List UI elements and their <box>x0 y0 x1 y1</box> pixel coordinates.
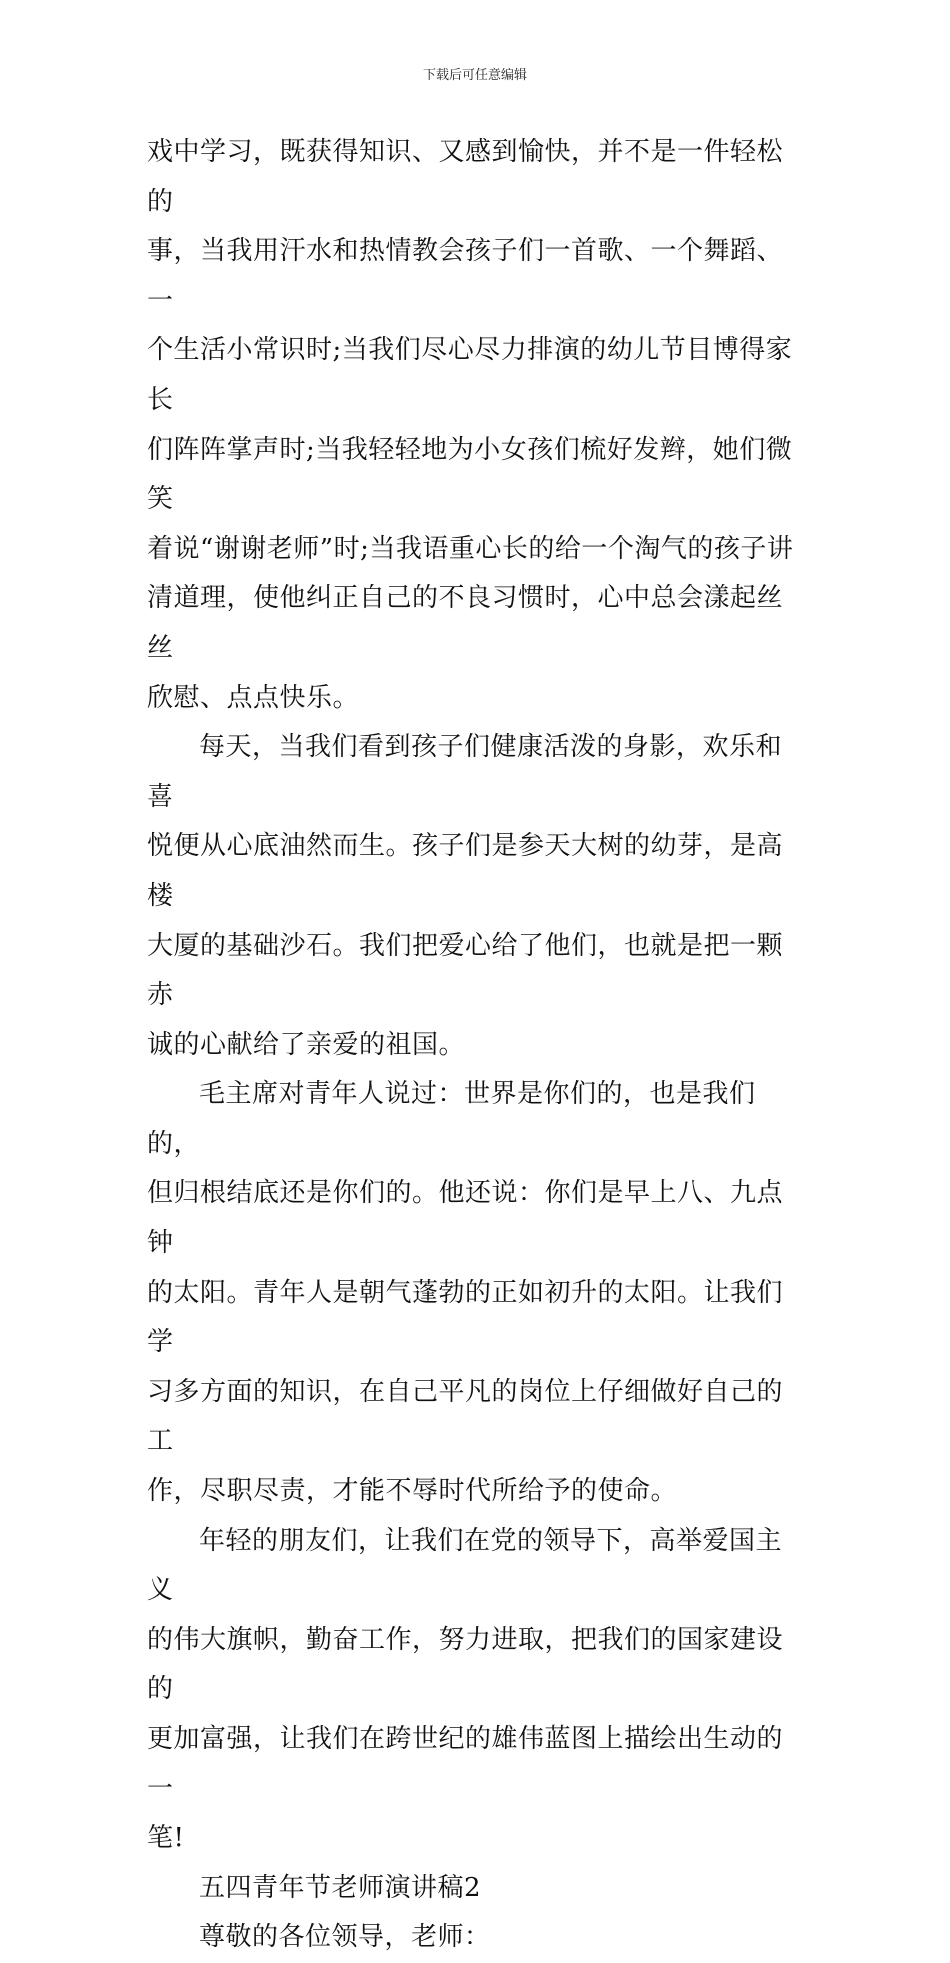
text-line: 个生活小常识时;当我们尽心尽力排演的幼儿节目博得家长 <box>147 335 793 415</box>
text-line: 诚的心献给了亲爱的祖国。 <box>147 1029 466 1060</box>
text-line: 尊敬的各位领导，老师： <box>199 1922 491 1953</box>
paragraph-every-day <box>147 723 807 1070</box>
section-title <box>147 1864 807 1914</box>
text-line: 每天，当我们看到孩子们健康活泼的身影，欢乐和喜 <box>147 732 783 812</box>
page-header: 下载后可任意编辑 <box>422 68 527 83</box>
text-line: 清道理，使他纠正自己的不良习惯时，心中总会漾起丝丝 <box>147 583 784 663</box>
text-line: 欣慰、点点快乐。 <box>147 682 360 713</box>
text-line: 年轻的朋友们，让我们在党的领导下，高举爱国主义 <box>147 1525 783 1606</box>
paragraph-young-friends <box>147 1517 807 1864</box>
text-line: 悦便从心底油然而生。孩子们是参天大树的幼芽，是高楼 <box>147 831 784 911</box>
text-line: 毛主席对青年人说过：世界是你们的，也是我们的， <box>147 1079 756 1159</box>
text-line: 的伟大旗帜，勤奋工作，努力进取，把我们的国家建设的 <box>147 1624 784 1705</box>
text-line: 的太阳。青年人是朝气蓬勃的正如初升的太阳。让我们学 <box>147 1277 784 1358</box>
text-line: 五四青年节老师演讲稿2 <box>199 1872 482 1903</box>
text-line: 大厦的基础沙石。我们把爱心给了他们，也就是把一颗赤 <box>147 930 784 1011</box>
text-line: 笔! <box>147 1823 185 1854</box>
text-line: 更加富强，让我们在跨世纪的雄伟蓝图上描绘出生动的一 <box>147 1724 784 1804</box>
text-line: 事，当我用汗水和热情教会孩子们一首歌、一个舞蹈、一 <box>147 236 784 316</box>
text-line: 习多方面的知识，在自己平凡的岗位上仔细做好自己的工 <box>147 1376 784 1457</box>
paragraph-continuation <box>147 128 807 723</box>
document-body <box>147 128 807 1963</box>
text-line: 作，尽职尽责，才能不辱时代所给予的使命。 <box>147 1476 678 1507</box>
paragraph-chairman-quote <box>147 1070 807 1516</box>
salutation <box>147 1913 807 1963</box>
text-line: 但归根结底还是你们的。他还说：你们是早上八、九点钟 <box>147 1178 784 1259</box>
text-line: 们阵阵掌声时;当我轻轻地为小女孩们梳好发辫，她们微笑 <box>147 434 793 515</box>
text-line: 着说“谢谢老师”时;当我语重心长的给一个淘气的孩子讲 <box>147 533 794 564</box>
text-line: 戏中学习，既获得知识、又感到愉快，并不是一件轻松的 <box>147 137 784 217</box>
